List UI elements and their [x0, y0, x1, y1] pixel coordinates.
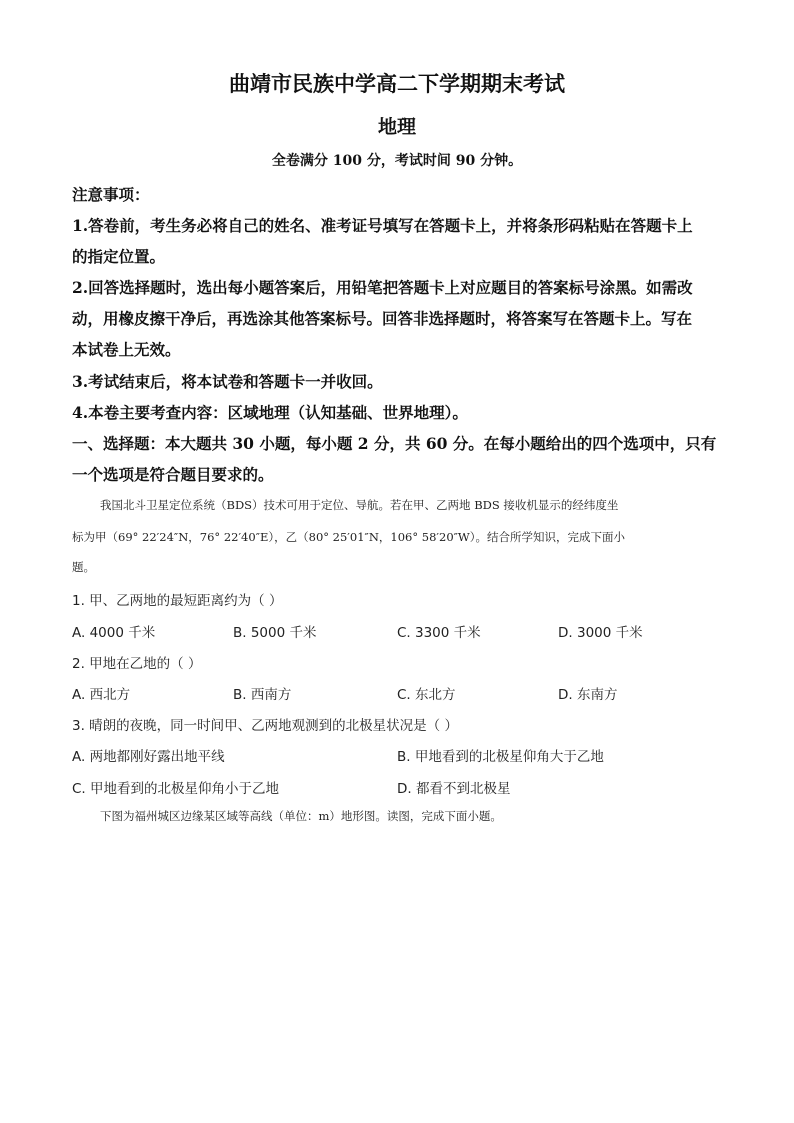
subject-title: 地理 [377, 116, 416, 138]
note-4: 4.本卷主要考查内容：区域地理（认知基础、世界地理）。 [72, 403, 468, 422]
intro-2: 下图为福州城区边缘某区域等高线（单位：m）地形图。读图，完成下面小题。 [100, 809, 502, 823]
note-2-line-2: 动，用橡皮擦干净后，再选涂其他答案标号。回答非选择题时，将答案写在答题卡上。写在 [72, 309, 693, 328]
section-1-heading-line-2: 一个选项是符合题目要求的。 [72, 465, 274, 484]
notes-heading: 注意事项： [72, 185, 150, 204]
exam-title: 曲靖市民族中学高二下学期期末考试 [229, 71, 565, 96]
q3-option-d: D. 都看不到北极星 [397, 781, 511, 797]
q1-option-b: B. 5000 千米 [233, 625, 317, 641]
note-2-line-3: 本试卷上无效。 [72, 340, 181, 359]
question-1-stem: 1. 甲、乙两地的最短距离约为（ ） [72, 593, 283, 609]
q2-option-d: D. 东南方 [558, 687, 618, 703]
question-3-stem: 3. 晴朗的夜晚，同一时间甲、乙两地观测到的北极星状况是（ ） [72, 718, 458, 734]
section-1-heading-line-1: 一、选择题：本大题共 30 小题，每小题 2 分，共 60 分。在每小题给出的四个选项中，只有 [72, 434, 717, 453]
q2-option-c: C. 东北方 [397, 687, 456, 703]
q3-option-a: A. 两地都刚好露出地平线 [72, 749, 225, 765]
note-3: 3.考试结束后，将本试卷和答题卡一并收回。 [72, 372, 383, 391]
intro-1-line-2: 标为甲（69° 22′24″N，76° 22′40″E），乙（80° 25′01″N，106° 58′20″W）。结合所学知识，完成下面小 [72, 530, 626, 544]
intro-1-line-3: 题。 [72, 560, 95, 574]
note-2-line-1: 2.回答选择题时，选出每小题答案后，用铅笔把答题卡上对应题目的答案标号涂黑。如需改 [72, 278, 693, 297]
note-1-line-2: 的指定位置。 [72, 247, 166, 266]
q2-option-b: B. 西南方 [233, 687, 292, 703]
score-time-line: 全卷满分 100 分，考试时间 90 分钟。 [271, 153, 523, 169]
intro-1-line-1: 我国北斗卫星定位系统（BDS）技术可用于定位、导航。若在甲、乙两地 BDS 接收机显示的经纬度坐 [100, 498, 619, 512]
note-1-line-1: 1.答卷前，考生务必将自己的姓名、准考证号填写在答题卡上，并将条形码粘贴在答题卡上 [72, 216, 693, 235]
q1-option-a: A. 4000 千米 [72, 625, 156, 641]
q2-option-a: A. 西北方 [72, 687, 131, 703]
q3-option-c: C. 甲地看到的北极星仰角小于乙地 [72, 781, 280, 797]
question-2-stem: 2. 甲地在乙地的（ ） [72, 656, 202, 672]
q1-option-d: D. 3000 千米 [558, 625, 643, 641]
q1-option-c: C. 3300 千米 [397, 625, 481, 641]
q3-option-b: B. 甲地看到的北极星仰角大于乙地 [397, 749, 604, 765]
